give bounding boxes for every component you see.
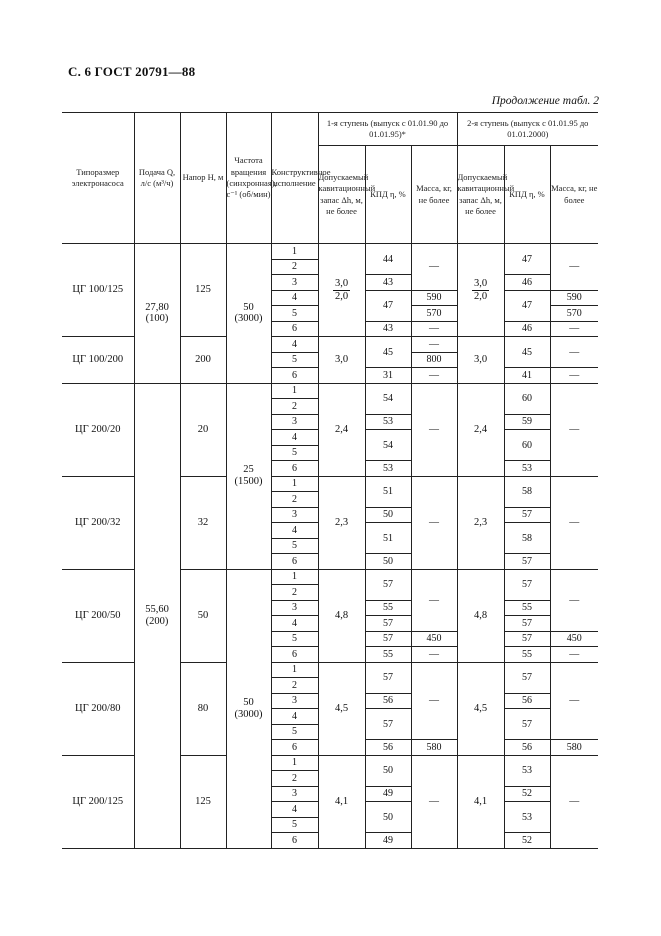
design-no: 3	[271, 693, 318, 709]
design-no: 4	[271, 337, 318, 353]
eff-value: 51	[365, 523, 411, 554]
eff-value: 52	[504, 786, 550, 802]
col-eff-1: КПД η, %	[365, 146, 411, 244]
col-eff-2: КПД η, %	[504, 146, 550, 244]
design-no: 1	[271, 476, 318, 492]
head-value: 32	[180, 476, 226, 569]
mass-value: 450	[550, 631, 598, 647]
design-no: 1	[271, 662, 318, 678]
col-head: Напор H, м	[180, 113, 226, 244]
design-no: 4	[271, 802, 318, 818]
flow-value: 55,60 (200)	[134, 383, 180, 848]
npsh-value: 4,5	[318, 662, 365, 755]
eff-value: 43	[365, 275, 411, 291]
design-no: 3	[271, 414, 318, 430]
eff-value: 55	[365, 647, 411, 663]
eff-value: 49	[365, 786, 411, 802]
npsh-value: 3,0	[318, 337, 365, 384]
eff-value: 57	[504, 616, 550, 632]
eff-value: 55	[504, 600, 550, 616]
eff-value: 54	[365, 383, 411, 414]
mass-value: —	[411, 321, 457, 337]
col-mass-1: Масса, кг, не более	[411, 146, 457, 244]
head-value: 80	[180, 662, 226, 755]
mass-value: 800	[411, 352, 457, 368]
col-rpm: Частота вращения (синхронная), с⁻¹ (об/мин)	[226, 113, 271, 244]
eff-value: 57	[365, 616, 411, 632]
eff-value: 53	[504, 802, 550, 833]
design-no: 1	[271, 569, 318, 585]
npsh-value: 4,1	[318, 755, 365, 848]
npsh-value: 4,5	[457, 662, 504, 755]
pump-type: ЦГ 200/20	[62, 383, 134, 476]
head-value: 50	[180, 569, 226, 662]
eff-value: 50	[365, 554, 411, 570]
design-no: 2	[271, 678, 318, 694]
design-no: 4	[271, 709, 318, 725]
eff-value: 50	[365, 802, 411, 833]
design-no: 5	[271, 538, 318, 554]
design-no: 6	[271, 740, 318, 756]
design-no: 5	[271, 352, 318, 368]
design-no: 6	[271, 647, 318, 663]
eff-value: 53	[365, 461, 411, 477]
design-no: 4	[271, 290, 318, 306]
npsh-bottom: 2,0	[473, 290, 488, 302]
mass-value: —	[411, 368, 457, 384]
mass-value: —	[411, 383, 457, 476]
eff-value: 47	[504, 290, 550, 321]
eff-value: 60	[504, 383, 550, 414]
design-no: 3	[271, 786, 318, 802]
eff-value: 41	[504, 368, 550, 384]
eff-value: 49	[365, 833, 411, 849]
pump-table	[62, 112, 598, 849]
col-npsh-2: Допускаемый кавитационный запас Δh, м, не более	[457, 146, 504, 244]
npsh-value	[318, 244, 365, 337]
design-no: 6	[271, 554, 318, 570]
eff-value: 45	[365, 337, 411, 368]
mass-value: —	[411, 755, 457, 848]
eff-value: 50	[365, 755, 411, 786]
eff-value: 57	[504, 709, 550, 740]
mass-value: —	[550, 244, 598, 291]
eff-value: 50	[365, 507, 411, 523]
eff-value: 53	[365, 414, 411, 430]
head-value: 200	[180, 337, 226, 384]
design-no: 5	[271, 724, 318, 740]
mass-value: —	[411, 662, 457, 740]
eff-value: 52	[504, 833, 550, 849]
mass-value: 450	[411, 631, 457, 647]
pump-type: ЦГ 200/80	[62, 662, 134, 755]
eff-value: 60	[504, 430, 550, 461]
pump-type: ЦГ 200/32	[62, 476, 134, 569]
mass-value: 570	[550, 306, 598, 322]
design-no: 5	[271, 445, 318, 461]
design-no: 1	[271, 383, 318, 399]
design-no: 5	[271, 817, 318, 833]
mass-value: —	[550, 662, 598, 740]
eff-value: 44	[365, 244, 411, 275]
rpm-value: 25 (1500)	[226, 383, 271, 569]
eff-value: 54	[365, 430, 411, 461]
eff-value: 56	[365, 693, 411, 709]
eff-value: 57	[504, 554, 550, 570]
eff-value: 31	[365, 368, 411, 384]
mass-value: —	[550, 337, 598, 368]
mass-value: 580	[411, 740, 457, 756]
pump-type: ЦГ 100/200	[62, 337, 134, 384]
mass-value: —	[550, 755, 598, 848]
design-no: 6	[271, 461, 318, 477]
eff-value: 51	[365, 476, 411, 507]
npsh-value: 3,0	[457, 337, 504, 384]
npsh-value	[457, 244, 504, 337]
eff-value: 56	[504, 693, 550, 709]
mass-value: —	[411, 244, 457, 291]
head-value: 20	[180, 383, 226, 476]
mass-value: 580	[550, 740, 598, 756]
mass-value: —	[550, 647, 598, 663]
eff-value: 55	[504, 647, 550, 663]
col-stage1: 1-я ступень (выпуск с 01.01.90 до 01.01.95)*	[318, 113, 457, 146]
mass-value: —	[550, 383, 598, 476]
col-type: Типоразмер электронасоса	[62, 113, 134, 244]
design-no: 2	[271, 259, 318, 275]
col-npsh-1: Допускаемый кавитационный запас Δh, м, не более	[318, 146, 365, 244]
eff-value: 57	[365, 569, 411, 600]
col-flow: Подача Q, л/с (м³/ч)	[134, 113, 180, 244]
design-no: 4	[271, 523, 318, 539]
mass-value: —	[411, 337, 457, 353]
mass-value: —	[550, 476, 598, 569]
eff-value: 43	[365, 321, 411, 337]
design-no: 2	[271, 585, 318, 601]
eff-value: 47	[504, 244, 550, 275]
head-value: 125	[180, 244, 226, 337]
design-no: 5	[271, 631, 318, 647]
design-no: 6	[271, 833, 318, 849]
rpm-value: 50 (3000)	[226, 569, 271, 848]
design-no: 2	[271, 399, 318, 415]
design-no: 6	[271, 368, 318, 384]
eff-value: 53	[504, 461, 550, 477]
rpm-value: 50 (3000)	[226, 244, 271, 384]
eff-value: 55	[365, 600, 411, 616]
design-no: 3	[271, 507, 318, 523]
npsh-value: 4,8	[457, 569, 504, 662]
npsh-value: 2,3	[318, 476, 365, 569]
col-design: Конструктивное исполнение	[271, 113, 318, 244]
eff-value: 57	[504, 631, 550, 647]
npsh-value: 2,3	[457, 476, 504, 569]
npsh-top: 3,0	[334, 278, 349, 290]
mass-value: —	[550, 321, 598, 337]
eff-value: 46	[504, 275, 550, 291]
eff-value: 58	[504, 476, 550, 507]
mass-value: 570	[411, 306, 457, 322]
flow-value: 27,80 (100)	[134, 244, 180, 384]
npsh-bottom: 2,0	[334, 290, 349, 302]
mass-value: 590	[550, 290, 598, 306]
eff-value: 56	[504, 740, 550, 756]
npsh-value: 4,8	[318, 569, 365, 662]
head-value: 125	[180, 755, 226, 848]
mass-value: 590	[411, 290, 457, 306]
col-stage2: 2-я ступень (выпуск с 01.01.95 до 01.01.2000)	[457, 113, 598, 146]
design-no: 3	[271, 600, 318, 616]
eff-value: 57	[504, 662, 550, 693]
eff-value: 57	[365, 631, 411, 647]
design-no: 2	[271, 771, 318, 787]
mass-value: —	[411, 476, 457, 569]
npsh-top: 3,0	[473, 278, 488, 290]
npsh-value: 2,4	[457, 383, 504, 476]
eff-value: 57	[504, 569, 550, 600]
design-no: 4	[271, 616, 318, 632]
mass-value: —	[550, 569, 598, 631]
eff-value: 57	[365, 662, 411, 693]
pump-type: ЦГ 200/50	[62, 569, 134, 662]
mass-value: —	[411, 647, 457, 663]
design-no: 2	[271, 492, 318, 508]
design-no: 1	[271, 244, 318, 260]
design-no: 3	[271, 275, 318, 291]
eff-value: 57	[365, 709, 411, 740]
npsh-value: 2,4	[318, 383, 365, 476]
design-no: 4	[271, 430, 318, 446]
eff-value: 57	[504, 507, 550, 523]
eff-value: 45	[504, 337, 550, 368]
page-header: С. 6 ГОСТ 20791—88	[68, 64, 196, 79]
eff-value: 46	[504, 321, 550, 337]
pump-type: ЦГ 200/125	[62, 755, 134, 848]
eff-value: 47	[365, 290, 411, 321]
mass-value: —	[550, 368, 598, 384]
table-continuation: Продолжение табл. 2	[491, 95, 599, 107]
mass-value: —	[411, 569, 457, 631]
eff-value: 56	[365, 740, 411, 756]
eff-value: 59	[504, 414, 550, 430]
npsh-value: 4,1	[457, 755, 504, 848]
design-no: 1	[271, 755, 318, 771]
pump-type: ЦГ 100/125	[62, 244, 134, 337]
col-mass-2: Масса, кг, не более	[550, 146, 598, 244]
design-no: 6	[271, 321, 318, 337]
eff-value: 53	[504, 755, 550, 786]
design-no: 5	[271, 306, 318, 322]
eff-value: 58	[504, 523, 550, 554]
